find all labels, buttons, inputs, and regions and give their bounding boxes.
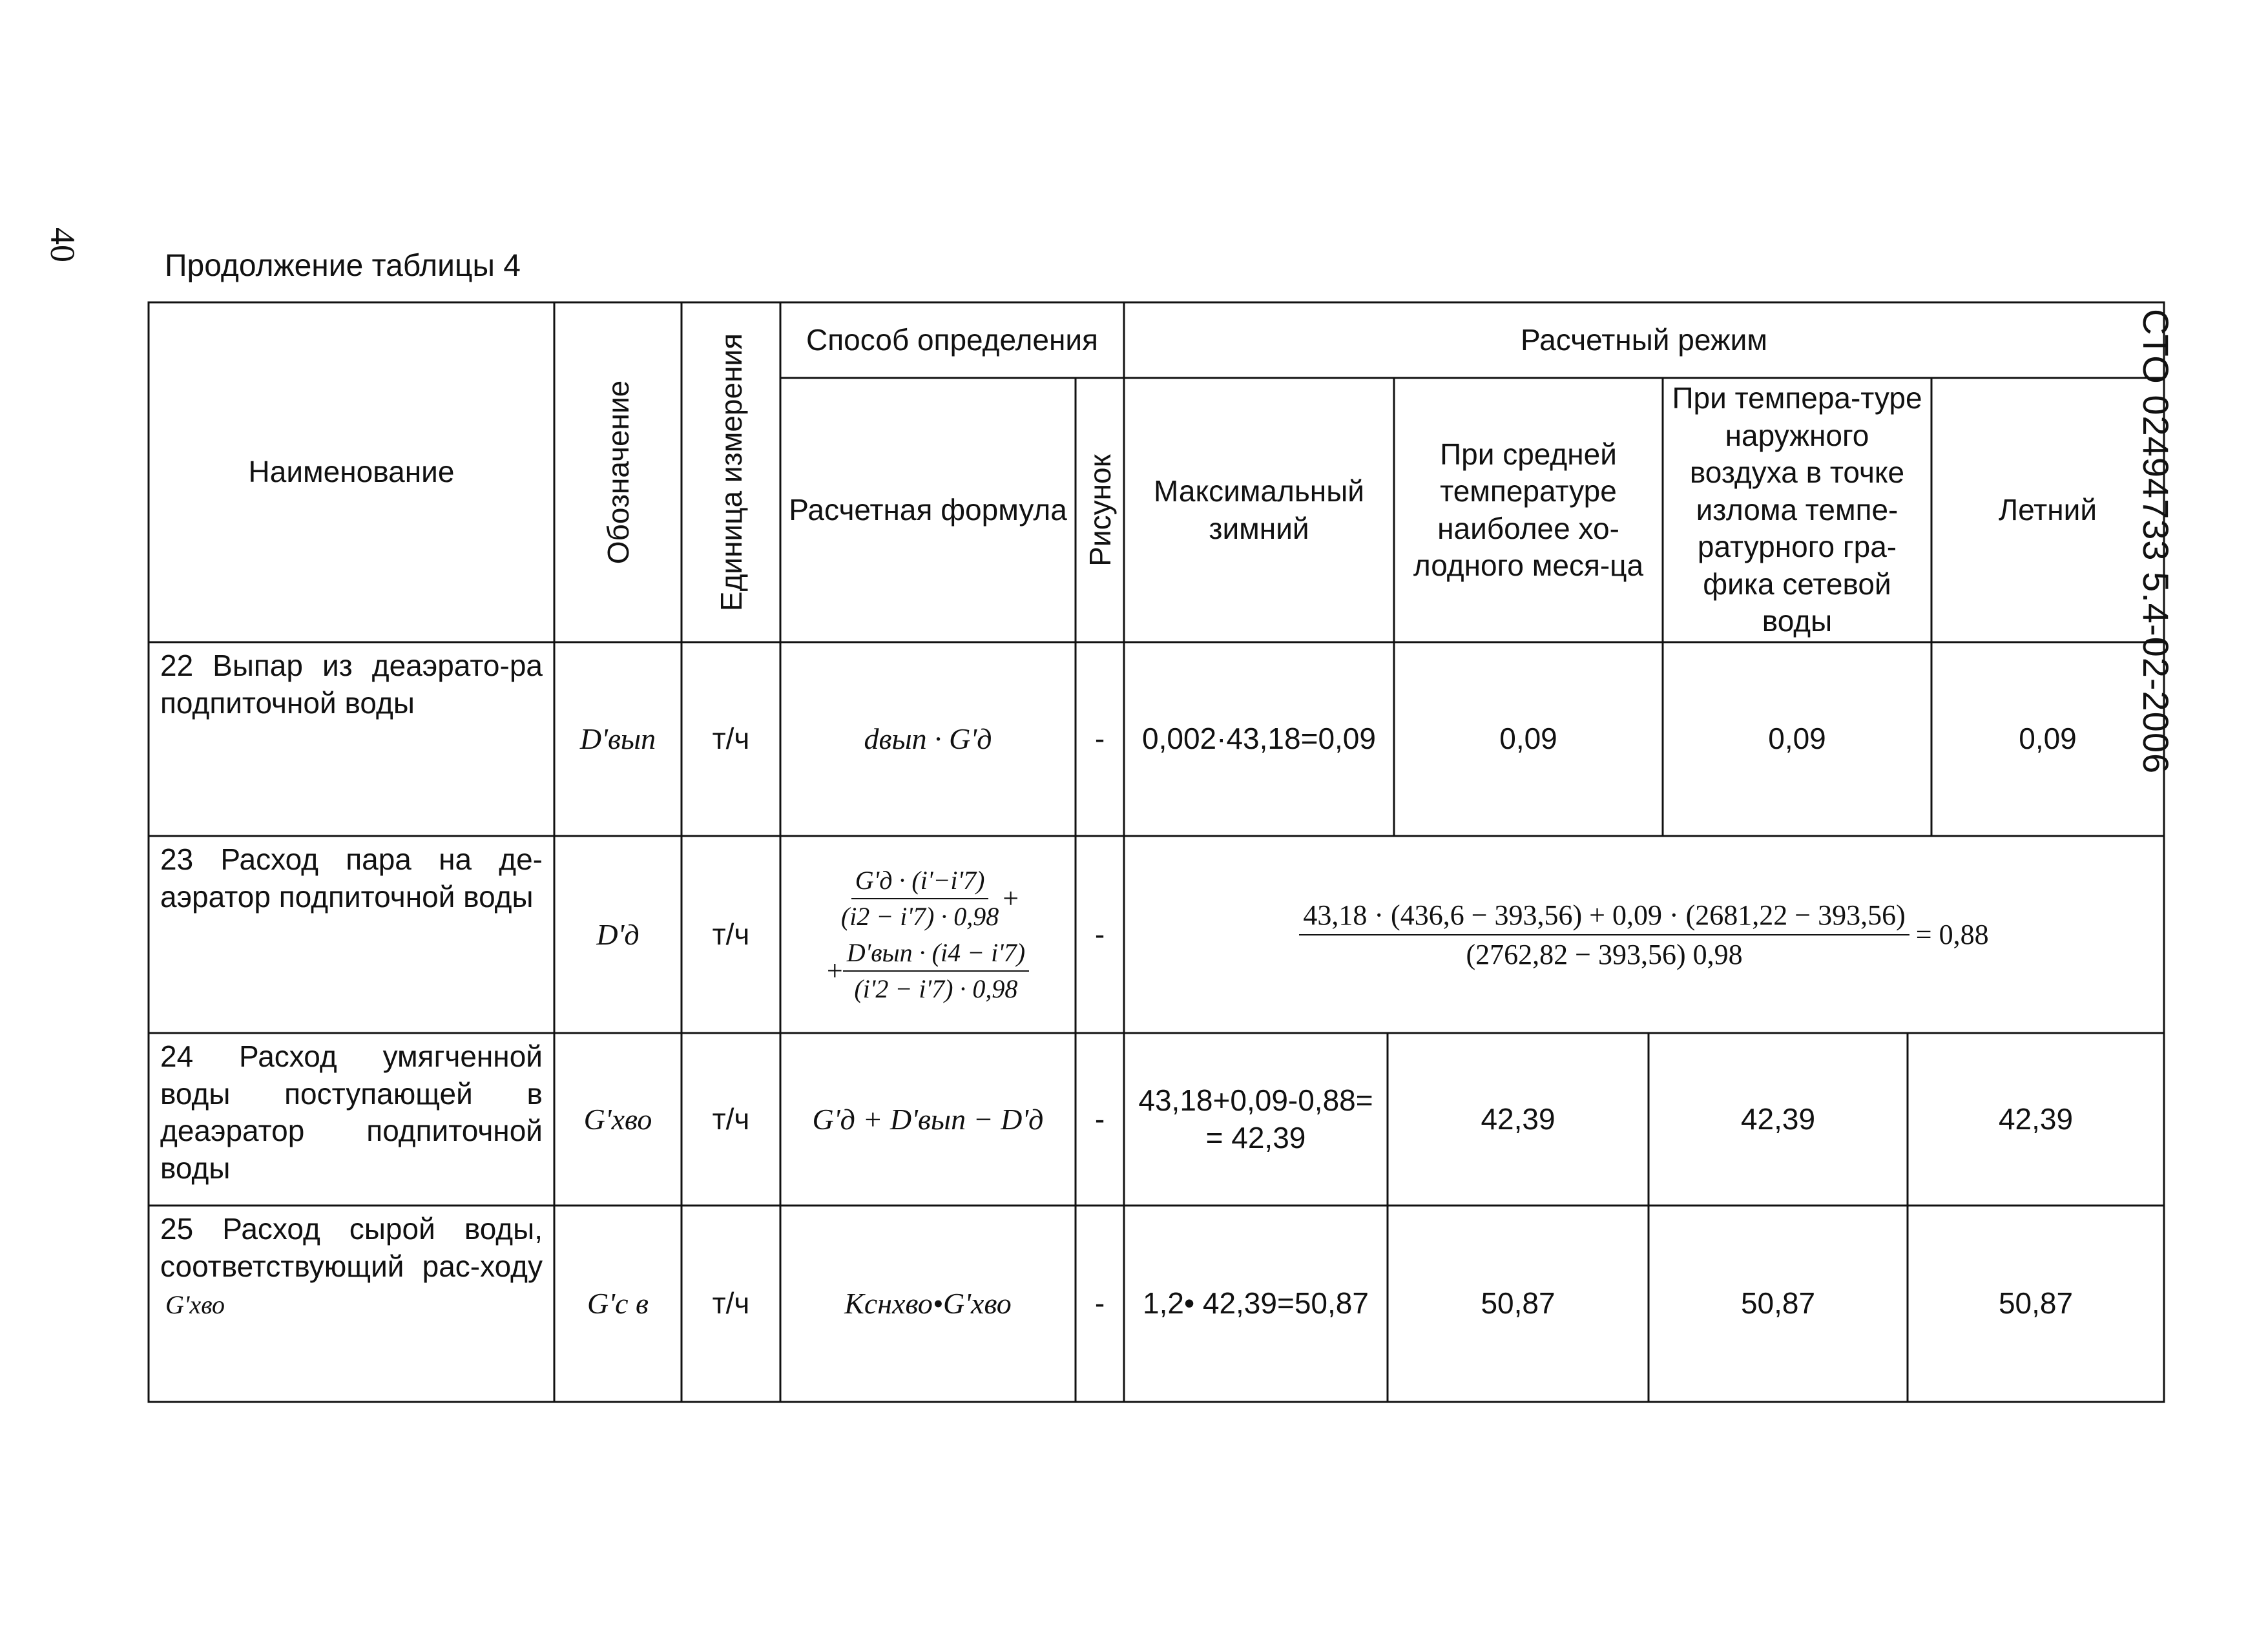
header-unit: Единица измерения — [714, 333, 748, 612]
row-22-coldest-month: 0,09 — [1499, 722, 1557, 756]
plus-sign: + — [1003, 882, 1019, 914]
header-break-point: При темпера-туре наружного воздуха в точке излома темпе-ратурного гра-фика сетевой воды — [1672, 381, 1922, 638]
header-formula: Расчетная формула — [789, 492, 1067, 527]
header-name: Наименование — [248, 455, 455, 489]
header-figure: Рисунок — [1083, 454, 1117, 567]
row-22-summer: 0,09 — [2019, 722, 2077, 756]
row-25-formula: Kснхво•G'хво — [844, 1287, 1012, 1321]
row-25-name-symbol: G'хво — [165, 1290, 225, 1319]
table-caption: Продолжение таблицы 4 — [165, 249, 521, 283]
formula-fraction-2-numerator: D'вып · (i4 − i'7) — [843, 937, 1029, 972]
formula-fraction-1-denominator: (i2 − i'7) · 0,98 — [840, 901, 999, 931]
row-25-coldest-month: 50,87 — [1481, 1286, 1555, 1321]
row-25-designation: G'с в — [587, 1287, 649, 1321]
row-23-unit: т/ч — [712, 917, 750, 951]
row-22-unit: т/ч — [712, 722, 750, 756]
header-method: Способ определения — [806, 322, 1098, 357]
formula-fraction-2 — [843, 937, 1029, 1005]
formula-fraction-2-denominator: (i'2 − i'7) · 0,98 — [854, 974, 1018, 1003]
plus-sign: + — [826, 955, 843, 987]
row-25-figure: - — [1094, 1286, 1105, 1321]
row-22-break-point: 0,09 — [1768, 722, 1826, 756]
formula-fraction-1 — [837, 864, 1003, 933]
row-24-max-winter-line-1: 43,18+0,09-0,88= — [1138, 1083, 1373, 1117]
row-24-designation: G'хво — [583, 1102, 652, 1136]
row-24-summer: 42,39 — [1998, 1102, 2074, 1136]
row-23-designation: D'д — [596, 917, 640, 951]
row-24-formula: G'д + D'вып − D'д — [812, 1102, 1044, 1136]
calculation-fraction — [1299, 897, 1909, 972]
row-24-unit: т/ч — [712, 1102, 750, 1136]
calculation-denominator: (2762,82 − 393,56) 0,98 — [1466, 938, 1743, 970]
calculation-result: = 0,88 — [1915, 919, 1989, 950]
header-designation: Обозначение — [601, 380, 635, 565]
row-25-break-point: 50,87 — [1740, 1286, 1816, 1321]
row-24-name: 24 Расход умягченной воды поступающей в деаэратор подпиточной воды — [160, 1039, 543, 1185]
row-22-figure: - — [1094, 722, 1105, 756]
row-24-max-winter — [1124, 1033, 1388, 1206]
header-max-winter: Максимальный зимний — [1154, 474, 1364, 545]
row-24-break-point: 42,39 — [1740, 1102, 1816, 1136]
row-25-max-winter: 1,2• 42,39=50,87 — [1143, 1286, 1369, 1321]
header-mode: Расчетный режим — [1521, 322, 1767, 357]
row-22-max-winter: 0,002·43,18=0,09 — [1142, 722, 1376, 756]
row-22-name: 22 Выпар из деаэрато-ра подпиточной воды — [160, 649, 543, 720]
row-23-figure: - — [1094, 917, 1105, 951]
row-25-summer: 50,87 — [1998, 1286, 2074, 1321]
row-22-formula: dвып · G'д — [864, 722, 992, 756]
row-23-calculation — [1124, 836, 2164, 1033]
row-25-unit: т/ч — [712, 1286, 750, 1321]
row-24-max-winter-line-2: = 42,39 — [1205, 1120, 1306, 1154]
header-summer: Летний — [1998, 492, 2097, 527]
row-25-name-text: 25 Расход сырой воды, соответствующий рас-ходу — [160, 1212, 543, 1283]
row-23-formula — [780, 836, 1076, 1033]
calculation-numerator: 43,18 · (436,6 − 393,56) + 0,09 · (2681,22 − 393,56) — [1299, 897, 1909, 935]
page-number: 40 — [43, 227, 82, 262]
document-code: СТО 02494733 5.4-02-2006 — [2136, 309, 2176, 775]
row-25-name — [149, 1206, 554, 1402]
row-24-figure: - — [1094, 1102, 1105, 1136]
row-24-coldest-month: 42,39 — [1481, 1102, 1555, 1136]
header-coldest-month: При средней температуре наиболее хо-лодного меся-ца — [1413, 437, 1644, 582]
formula-fraction-1-numerator: G'д · (i'−i'7) — [851, 864, 989, 899]
row-23-name: 23 Расход пара на де-аэратор подпиточной воды — [160, 842, 543, 914]
row-22-designation: D'вып — [579, 722, 656, 756]
